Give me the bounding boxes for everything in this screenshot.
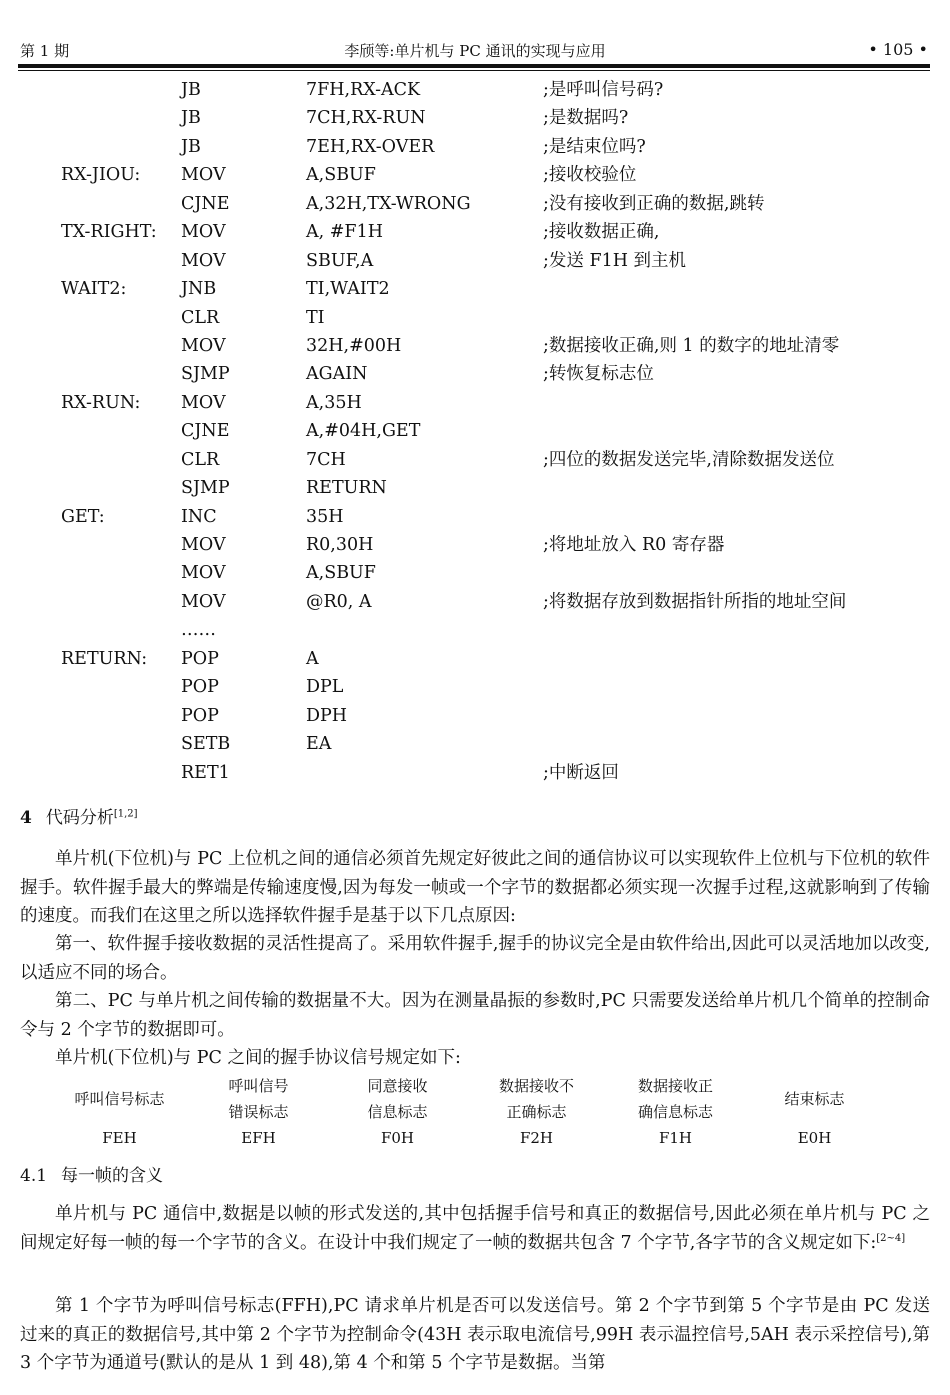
code-opcode: MOV [181, 165, 226, 186]
handshake-flag-code: E0H [797, 1129, 832, 1147]
code-operand: SBUF,A [306, 250, 374, 271]
code-operand: RETURN [306, 478, 387, 499]
code-line [0, 474, 950, 502]
section-title: 代码分析 [45, 808, 114, 828]
code-opcode: CJNE [181, 421, 230, 442]
code-opcode: JB [181, 136, 201, 157]
code-line [0, 190, 950, 218]
flag-name-line-1: 呼叫信号 [228, 1077, 289, 1095]
paragraph-3: 第二、PC 与单片机之间传输的数据量不大。因为在测量晶振的参数时,PC 只需要发送给单片机几个简单的控制命令与 2 个字节的数据即可。 [20, 991, 930, 1040]
code-label: WAIT2: [61, 279, 127, 300]
code-opcode: INC [181, 506, 217, 527]
code-opcode: SETB [181, 734, 231, 755]
code-label: GET: [61, 506, 105, 527]
paragraph-1: 单片机(下位机)与 PC 上位机之间的通信必须首先规定好彼此之间的通信协议可以实现软件上位机与下位机的软件握手。软件握手最大的弊端是传输速度慢,因为每发一帧或一个字节的数据都必须实现一次握手过程,这就影响到了传输的速度。而我们在这里之所以选择软件握手是基于以下几点原因: [20, 849, 930, 926]
code-opcode: POP [181, 677, 219, 698]
code-comment: ;发送 F1H 到主机 [543, 250, 687, 271]
code-opcode: POP [181, 705, 219, 726]
page-header [0, 0, 950, 70]
code-opcode: MOV [181, 591, 226, 612]
code-line [0, 104, 950, 132]
section-citation: [1,2] [113, 808, 138, 820]
header-rule-thick [18, 64, 930, 68]
code-comment: ;没有接收到正确的数据,跳转 [543, 193, 765, 214]
code-line [0, 247, 950, 275]
code-comment: ;是数据吗? [543, 108, 629, 129]
code-comment: ;中断返回 [543, 762, 619, 783]
code-operand: TI,WAIT2 [306, 279, 390, 300]
section-4-1-heading [20, 1163, 163, 1189]
code-line [0, 304, 950, 332]
code-operand: A,#04H,GET [306, 421, 421, 442]
code-line [0, 673, 950, 701]
code-opcode: JNB [181, 279, 217, 300]
handshake-flag-code: EFH [241, 1129, 276, 1147]
code-opcode: MOV [181, 563, 226, 584]
paragraph-2: 第一、软件握手接收数据的灵活性提高了。采用软件握手,握手的协议完全是由软件给出,因此可以灵活地加以改变,以适应不同的场合。 [20, 934, 930, 983]
code-line [0, 76, 950, 104]
paragraph-5 [20, 1200, 930, 1257]
code-operand: 7EH,RX-OVER [306, 136, 435, 157]
paragraph-5-citation: [2~4] [876, 1232, 906, 1244]
code-comment: ;是呼叫信号码? [543, 80, 664, 100]
paragraph-4: 单片机(下位机)与 PC 之间的握手协议信号规定如下: [55, 1048, 461, 1068]
code-operand: 7CH [306, 449, 346, 470]
code-line [0, 133, 950, 161]
section-title: 每一帧的含义 [61, 1166, 164, 1186]
flag-name-line-1: 结束标志 [784, 1090, 845, 1108]
code-line [0, 389, 950, 417]
code-comment: ;数据接收正确,则 1 的数字的地址清零 [543, 335, 840, 356]
flag-name-line-1: 数据接收正 [637, 1077, 713, 1095]
flag-name-line-2: 正确标志 [506, 1103, 567, 1121]
code-opcode: POP [181, 648, 219, 669]
section-number: 4.1 [20, 1166, 48, 1186]
code-label: TX-RIGHT: [61, 222, 157, 243]
flag-name-line-2: 确信息标志 [637, 1103, 713, 1121]
code-opcode: RET1 [181, 762, 230, 783]
flag-name-line-1: 呼叫信号标志 [74, 1090, 165, 1108]
code-line [0, 759, 950, 787]
code-opcode: CLR [181, 307, 220, 328]
code-comment: ;是结束位吗? [543, 136, 646, 157]
code-line [0, 559, 950, 587]
code-operand: A,35H [306, 392, 362, 413]
code-operand: AGAIN [306, 364, 368, 385]
handshake-flag-code: FEH [102, 1129, 137, 1147]
paragraph-5-text: 单片机与 PC 通信中,数据是以帧的形式发送的,其中包括握手信号和真正的数据信号,因此必须在单片机与 PC 之间规定好每一帧的每一个字节的含义。在设计中我们规定了一帧的数据共包含 7 个字节,各字节的含义规定如下: [20, 1204, 930, 1253]
code-opcode: SJMP [181, 478, 230, 499]
flag-name-line-2: 信息标志 [367, 1103, 428, 1121]
issue-number: 第 1 期 [20, 42, 70, 60]
header-rule-thin [18, 70, 930, 71]
handshake-flag-name [189, 1073, 328, 1125]
section-4-heading [20, 805, 138, 831]
code-line [0, 360, 950, 388]
code-operand: A, #F1H [306, 222, 383, 243]
code-comment: ;接收校验位 [543, 165, 637, 186]
code-opcode: MOV [181, 392, 226, 413]
code-label: RX-JIOU: [61, 165, 141, 186]
page-number: • 105 • [868, 40, 928, 59]
handshake-flag-name [50, 1086, 189, 1112]
code-comment: ;四位的数据发送完毕,清除数据发送位 [543, 449, 835, 470]
handshake-flag-name [328, 1073, 467, 1125]
code-operand: 32H,#00H [306, 335, 402, 356]
code-opcode: MOV [181, 535, 226, 555]
section-number: 4 [20, 808, 32, 828]
code-line [0, 218, 950, 246]
code-operand: 35H [306, 506, 344, 527]
code-operand: 7CH,RX-RUN [306, 108, 426, 129]
flag-name-line-1: 数据接收不 [498, 1077, 574, 1095]
code-line [0, 616, 950, 644]
handshake-flag-code: F1H [658, 1129, 693, 1147]
handshake-flag-name [606, 1073, 745, 1125]
handshake-flag-name [745, 1086, 884, 1112]
code-line [0, 417, 950, 445]
code-opcode: CJNE [181, 193, 230, 214]
code-opcode: CLR [181, 449, 220, 470]
code-comment: ;转恢复标志位 [543, 364, 654, 385]
code-line [0, 645, 950, 673]
code-operand: A,32H,TX-WRONG [306, 193, 471, 214]
code-line [0, 588, 950, 616]
code-line [0, 503, 950, 531]
code-label: RETURN: [61, 648, 148, 669]
code-opcode: MOV [181, 222, 226, 243]
handshake-flag-code: F2H [519, 1129, 554, 1147]
code-operand: R0,30H [306, 535, 374, 555]
assembly-listing [0, 76, 950, 787]
code-operand: 7FH,RX-ACK [306, 80, 421, 100]
code-comment: ;将数据存放到数据指针所指的地址空间 [543, 591, 847, 612]
handshake-flag-name [467, 1073, 606, 1125]
code-operand: DPH [306, 705, 348, 726]
code-opcode: JB [181, 80, 201, 100]
code-opcode: MOV [181, 335, 226, 356]
code-opcode: …… [181, 620, 216, 641]
code-operand: EA [306, 734, 332, 755]
code-operand: A [306, 648, 319, 669]
code-operand: A,SBUF [306, 165, 376, 186]
code-label: RX-RUN: [61, 392, 141, 413]
code-opcode: SJMP [181, 364, 230, 385]
flag-name-line-1: 同意接收 [367, 1077, 428, 1095]
code-operand: @R0, A [306, 591, 372, 612]
code-comment: ;将地址放入 R0 寄存器 [543, 535, 725, 555]
handshake-flag-code: F0H [380, 1129, 415, 1147]
code-comment: ;接收数据正确, [543, 222, 660, 243]
code-line [0, 702, 950, 730]
code-line [0, 446, 950, 474]
code-operand: A,SBUF [306, 563, 376, 584]
code-operand: TI [306, 307, 325, 328]
running-title: 李颀等:单片机与 PC 通讯的实现与应用 [344, 42, 606, 60]
code-line [0, 730, 950, 758]
code-line [0, 161, 950, 189]
code-opcode: JB [181, 108, 201, 129]
code-opcode: MOV [181, 250, 226, 271]
code-line [0, 332, 950, 360]
code-line [0, 275, 950, 303]
flag-name-line-2: 错误标志 [228, 1103, 289, 1121]
paragraph-6: 第 1 个字节为呼叫信号标志(FFH),PC 请求单片机是否可以发送信号。第 2 个字节到第 5 个字节是由 PC 发送过来的真正的数据信号,其中第 2 个字节为控制命令(43H 表示取电流信号,99H 表示温控信号,5AH 表示采控信号),第 3 个字节为通道号(默认的是从 1 到 48),第 4 个和第 5 个字节是数据。当第 [20, 1296, 930, 1373]
code-line [0, 531, 950, 559]
code-operand: DPL [306, 677, 344, 698]
